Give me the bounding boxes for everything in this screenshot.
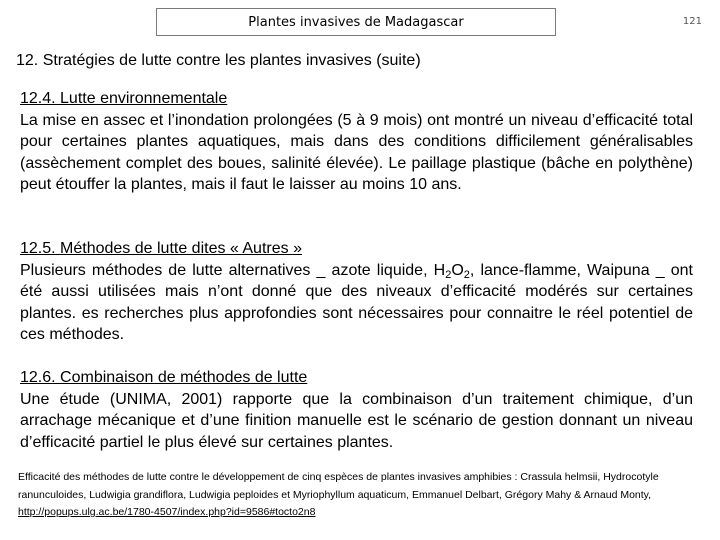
- body-text-after: , lance-flamme, Waipuna _ ont été aussi utilisées mais n’ont donné que des niveaux d’efficacité modérés sur certaines plantes. es recherches plus approfondies sont nécessaires pour connaitre le réel potentiel de ces méthodes.: [20, 261, 693, 343]
- section-combined-methods: [20, 367, 693, 453]
- subscript: 2: [445, 268, 452, 281]
- header-title-box: [156, 8, 556, 36]
- body-text-before: Plusieurs méthodes de lutte alternatives _ azote liquide, H: [20, 261, 446, 279]
- footnote: [18, 469, 702, 522]
- footnote-link[interactable]: http://popups.ulg.ac.be/1780-4507/index.php?id=9586#tocto2n8: [18, 506, 316, 518]
- section-body: La mise en assec et l’inondation prolongées (5 à 9 mois) ont montré un niveau d’efficacité total pour certaines plantes aquatiques, mais dans des conditions difficilement généralisables (assèchement complet des boues, salinité élevée). Le paillage plastique (bâche en polythène) peut étouffer la plantes, mais il faut le laisser au moins 10 ans.: [20, 111, 693, 193]
- page-number: 121: [682, 16, 702, 27]
- header-title: Plantes invasives de Madagascar: [248, 14, 464, 30]
- subscript: 2: [463, 268, 470, 281]
- section-body: [20, 260, 693, 346]
- section-environmental-control: [20, 88, 693, 196]
- footnote-text: Efficacité des méthodes de lutte contre le développement de cinq espèces de plantes invasives amphibies : Crassula helmsii, Hydrocotyle ranunculoides, Ludwigia grandiflora, Ludwigia peploides et Myriophyllum aquaticum, Emmanuel Delbart, Grégory Mahy & Arnaud Monty,: [18, 471, 659, 501]
- section-title: 12.5. Méthodes de lutte dites « Autres »: [20, 240, 302, 257]
- section-body: Une étude (UNIMA, 2001) rapporte que la combinaison d’un traitement chimique, d’un arrachage mécanique et d’une finition manuelle est le scénario de gestion donnant un niveau d’efficacité partiel le plus élevé sur certaines plantes.: [20, 390, 693, 451]
- section-title: 12.6. Combinaison de méthodes de lutte: [20, 369, 308, 386]
- section-other-methods: [20, 238, 693, 346]
- body-text-mid: O: [451, 261, 464, 279]
- section-title: 12.4. Lutte environnementale: [20, 90, 228, 107]
- slide-title: 12. Stratégies de lutte contre les plantes invasives (suite): [16, 52, 421, 69]
